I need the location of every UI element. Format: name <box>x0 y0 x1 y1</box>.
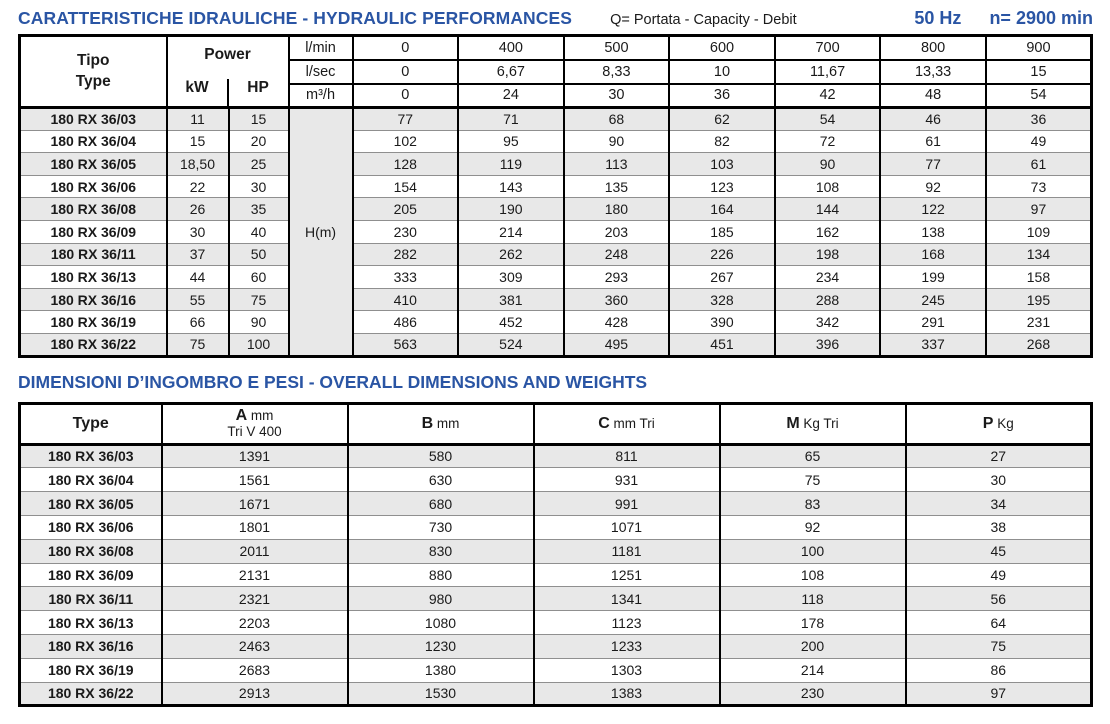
dimension-row <box>20 634 1092 658</box>
pump-type-cell: 180 RX 36/19 <box>20 311 167 334</box>
head-value-cell: 381 <box>458 288 564 311</box>
head-value-cell: 61 <box>986 153 1092 176</box>
flow-unit-lmin: l/min <box>289 36 353 60</box>
kw-value-cell: 75 <box>167 333 229 356</box>
rotation-speed-value: n= 2900 min <box>989 8 1093 28</box>
hydraulic-title-row <box>18 8 1093 29</box>
flow-value-cell: 13,33 <box>880 60 986 84</box>
dimension-value-cell: 38 <box>906 515 1092 539</box>
dimension-column-header: M Kg Tri <box>720 403 906 444</box>
dimension-value-cell: 980 <box>348 587 534 611</box>
flow-row-lmin <box>20 36 1092 60</box>
flow-value-cell: 500 <box>564 36 670 60</box>
dimension-value-cell: 730 <box>348 515 534 539</box>
pump-type-cell: 180 RX 36/04 <box>20 130 167 153</box>
head-value-cell: 138 <box>880 220 986 243</box>
dimension-value-cell: 92 <box>720 515 906 539</box>
head-value-cell: 524 <box>458 333 564 356</box>
kw-value-cell: 66 <box>167 311 229 334</box>
dimension-row <box>20 611 1092 635</box>
flow-value-cell: 400 <box>458 36 564 60</box>
head-value-cell: 563 <box>353 333 459 356</box>
power-header-label: Power <box>204 46 251 63</box>
dimension-value-cell: 1380 <box>348 658 534 682</box>
hydraulic-section-title: CARATTERISTICHE IDRAULICHE - HYDRAULIC PERFORMANCES <box>18 8 573 28</box>
hp-value-cell: 100 <box>229 333 289 356</box>
flow-value-cell: 48 <box>880 84 986 108</box>
head-value-cell: 144 <box>775 198 881 221</box>
hydraulic-table-head <box>20 36 1092 108</box>
head-value-cell: 61 <box>880 130 986 153</box>
head-value-cell: 428 <box>564 311 670 334</box>
pump-type-cell: 180 RX 36/04 <box>20 468 162 492</box>
pump-row <box>20 288 1092 311</box>
hp-value-cell: 35 <box>229 198 289 221</box>
pump-type-cell: 180 RX 36/11 <box>20 587 162 611</box>
head-value-cell: 180 <box>564 198 670 221</box>
hp-value-cell: 40 <box>229 220 289 243</box>
dimension-value-cell: 86 <box>906 658 1092 682</box>
head-value-cell: 262 <box>458 243 564 266</box>
head-value-cell: 234 <box>775 266 881 289</box>
head-value-cell: 92 <box>880 175 986 198</box>
hp-unit-header: HP <box>227 79 288 106</box>
dimension-value-cell: 65 <box>720 444 906 468</box>
dimension-row <box>20 468 1092 492</box>
dimension-value-cell: 2203 <box>162 611 348 635</box>
dimension-value-cell: 1181 <box>534 539 720 563</box>
hp-value-cell: 60 <box>229 266 289 289</box>
type-header-english: Type <box>75 72 111 90</box>
pump-type-cell: 180 RX 36/08 <box>20 539 162 563</box>
head-value-cell: 203 <box>564 220 670 243</box>
head-value-cell: 90 <box>775 153 881 176</box>
kw-unit-header: kW <box>185 79 209 96</box>
dimension-value-cell: 200 <box>720 634 906 658</box>
power-column-header <box>167 36 289 108</box>
pump-type-cell: 180 RX 36/06 <box>20 515 162 539</box>
pump-type-cell: 180 RX 36/03 <box>20 108 167 131</box>
dimension-column-header: P Kg <box>906 403 1092 444</box>
head-value-cell: 103 <box>669 153 775 176</box>
flow-value-cell: 30 <box>564 84 670 108</box>
hp-value-cell: 90 <box>229 311 289 334</box>
dimension-column-header: B mm <box>348 403 534 444</box>
head-value-cell: 360 <box>564 288 670 311</box>
head-value-cell: 248 <box>564 243 670 266</box>
dimension-row <box>20 682 1092 706</box>
dimension-value-cell: 1303 <box>534 658 720 682</box>
head-value-cell: 214 <box>458 220 564 243</box>
dimension-value-cell: 2913 <box>162 682 348 706</box>
dimension-value-cell: 811 <box>534 444 720 468</box>
head-value-cell: 410 <box>353 288 459 311</box>
dimension-value-cell: 1530 <box>348 682 534 706</box>
pump-row <box>20 333 1092 356</box>
dimension-value-cell: 64 <box>906 611 1092 635</box>
pump-type-cell: 180 RX 36/09 <box>20 220 167 243</box>
head-value-cell: 185 <box>669 220 775 243</box>
kw-value-cell: 11 <box>167 108 229 131</box>
head-value-cell: 134 <box>986 243 1092 266</box>
kw-value-cell: 18,50 <box>167 153 229 176</box>
kw-value-cell: 15 <box>167 130 229 153</box>
head-value-cell: 333 <box>353 266 459 289</box>
dimension-value-cell: 108 <box>720 563 906 587</box>
head-value-cell: 82 <box>669 130 775 153</box>
head-value-cell: 495 <box>564 333 670 356</box>
head-value-cell: 36 <box>986 108 1092 131</box>
dimension-value-cell: 1071 <box>534 515 720 539</box>
head-value-cell: 268 <box>986 333 1092 356</box>
pump-type-cell: 180 RX 36/22 <box>20 682 162 706</box>
head-value-cell: 102 <box>353 130 459 153</box>
flow-value-cell: 11,67 <box>775 60 881 84</box>
head-value-cell: 90 <box>564 130 670 153</box>
hp-value-cell: 15 <box>229 108 289 131</box>
pump-type-cell: 180 RX 36/16 <box>20 288 167 311</box>
dimension-value-cell: 630 <box>348 468 534 492</box>
head-value-cell: 154 <box>353 175 459 198</box>
pump-row <box>20 266 1092 289</box>
flow-value-cell: 42 <box>775 84 881 108</box>
head-value-cell: 113 <box>564 153 670 176</box>
flow-value-cell: 0 <box>353 60 459 84</box>
dimension-value-cell: 830 <box>348 539 534 563</box>
pump-type-cell: 180 RX 36/22 <box>20 333 167 356</box>
dimension-column-header: Type <box>20 403 162 444</box>
head-value-cell: 231 <box>986 311 1092 334</box>
head-value-cell: 109 <box>986 220 1092 243</box>
dimension-value-cell: 45 <box>906 539 1092 563</box>
hydraulic-table-body <box>20 108 1092 357</box>
dimension-value-cell: 931 <box>534 468 720 492</box>
kw-value-cell: 26 <box>167 198 229 221</box>
flow-value-cell: 54 <box>986 84 1092 108</box>
dimension-value-cell: 1123 <box>534 611 720 635</box>
flow-value-cell: 24 <box>458 84 564 108</box>
dimension-value-cell: 1561 <box>162 468 348 492</box>
pump-type-cell: 180 RX 36/08 <box>20 198 167 221</box>
pump-type-cell: 180 RX 36/13 <box>20 611 162 635</box>
dimension-value-cell: 214 <box>720 658 906 682</box>
head-value-cell: 328 <box>669 288 775 311</box>
head-value-cell: 226 <box>669 243 775 266</box>
pump-type-cell: 180 RX 36/09 <box>20 563 162 587</box>
dimension-value-cell: 2463 <box>162 634 348 658</box>
pump-type-cell: 180 RX 36/05 <box>20 492 162 516</box>
head-value-cell: 97 <box>986 198 1092 221</box>
dimension-row <box>20 444 1092 468</box>
dimension-row <box>20 658 1092 682</box>
dimensions-weights-table <box>18 402 1093 708</box>
head-value-cell: 123 <box>669 175 775 198</box>
frequency-value: 50 Hz <box>914 8 962 28</box>
pump-row <box>20 175 1092 198</box>
kw-value-cell: 37 <box>167 243 229 266</box>
dimension-value-cell: 991 <box>534 492 720 516</box>
kw-value-cell: 44 <box>167 266 229 289</box>
head-value-cell: 245 <box>880 288 986 311</box>
dimension-column-header: A mm Tri V 400 <box>162 403 348 444</box>
power-units-row <box>168 79 288 106</box>
head-value-cell: 71 <box>458 108 564 131</box>
dimension-value-cell: 2683 <box>162 658 348 682</box>
type-column-header <box>20 36 167 108</box>
head-value-cell: 128 <box>353 153 459 176</box>
head-value-cell: 291 <box>880 311 986 334</box>
pump-row <box>20 198 1092 221</box>
dimension-row <box>20 492 1092 516</box>
head-value-cell: 62 <box>669 108 775 131</box>
dimension-value-cell: 880 <box>348 563 534 587</box>
head-value-cell: 198 <box>775 243 881 266</box>
pump-type-cell: 180 RX 36/13 <box>20 266 167 289</box>
dimension-value-cell: 1391 <box>162 444 348 468</box>
dimension-value-cell: 1383 <box>534 682 720 706</box>
head-value-cell: 77 <box>353 108 459 131</box>
pump-row <box>20 153 1092 176</box>
kw-value-cell: 30 <box>167 220 229 243</box>
pump-row <box>20 130 1092 153</box>
flow-value-cell: 15 <box>986 60 1092 84</box>
dimension-value-cell: 118 <box>720 587 906 611</box>
head-value-cell: 451 <box>669 333 775 356</box>
flow-unit-m3h: m³/h <box>289 84 353 108</box>
head-value-cell: 77 <box>880 153 986 176</box>
dimension-value-cell: 1341 <box>534 587 720 611</box>
dimension-value-cell: 1233 <box>534 634 720 658</box>
dimension-value-cell: 230 <box>720 682 906 706</box>
flow-value-cell: 0 <box>353 36 459 60</box>
head-value-cell: 486 <box>353 311 459 334</box>
pump-row <box>20 220 1092 243</box>
dimension-row <box>20 587 1092 611</box>
dimension-value-cell: 75 <box>720 468 906 492</box>
frequency-speed-group <box>914 8 1093 29</box>
dimensions-header-row <box>20 403 1092 444</box>
hp-value-cell: 75 <box>229 288 289 311</box>
dimension-row <box>20 563 1092 587</box>
head-value-cell: 135 <box>564 175 670 198</box>
flow-value-cell: 8,33 <box>564 60 670 84</box>
head-value-cell: 158 <box>986 266 1092 289</box>
flow-value-cell: 800 <box>880 36 986 60</box>
pump-row <box>20 108 1092 131</box>
head-value-cell: 396 <box>775 333 881 356</box>
hp-value-cell: 50 <box>229 243 289 266</box>
flow-value-cell: 0 <box>353 84 459 108</box>
capacity-legend: Q= Portata - Capacity - Debit <box>610 12 797 28</box>
hp-value-cell: 25 <box>229 153 289 176</box>
kw-value-cell: 55 <box>167 288 229 311</box>
head-value-cell: 108 <box>775 175 881 198</box>
dimension-value-cell: 1251 <box>534 563 720 587</box>
dimension-value-cell: 580 <box>348 444 534 468</box>
dimension-value-cell: 56 <box>906 587 1092 611</box>
head-value-cell: 164 <box>669 198 775 221</box>
dimension-column-header: C mm Tri <box>534 403 720 444</box>
flow-value-cell: 900 <box>986 36 1092 60</box>
dimension-value-cell: 2131 <box>162 563 348 587</box>
hp-value-cell: 30 <box>229 175 289 198</box>
head-value-cell: 293 <box>564 266 670 289</box>
dimensions-section-title: DIMENSIONI D’INGOMBRO E PESI - OVERALL DIMENSIONS AND WEIGHTS <box>18 371 648 392</box>
dimensions-table-body <box>20 444 1092 706</box>
flow-value-cell: 6,67 <box>458 60 564 84</box>
dimension-value-cell: 75 <box>906 634 1092 658</box>
dimension-row <box>20 539 1092 563</box>
pump-type-cell: 180 RX 36/05 <box>20 153 167 176</box>
head-value-cell: 168 <box>880 243 986 266</box>
head-value-cell: 143 <box>458 175 564 198</box>
pump-type-cell: 180 RX 36/19 <box>20 658 162 682</box>
head-value-cell: 337 <box>880 333 986 356</box>
head-value-cell: 119 <box>458 153 564 176</box>
dimension-value-cell: 97 <box>906 682 1092 706</box>
head-value-cell: 205 <box>353 198 459 221</box>
pump-type-cell: 180 RX 36/16 <box>20 634 162 658</box>
flow-value-cell: 10 <box>669 60 775 84</box>
head-value-cell: 190 <box>458 198 564 221</box>
dimension-row <box>20 515 1092 539</box>
head-value-cell: 452 <box>458 311 564 334</box>
dimension-value-cell: 100 <box>720 539 906 563</box>
pump-type-cell: 180 RX 36/03 <box>20 444 162 468</box>
dimension-value-cell: 2321 <box>162 587 348 611</box>
head-value-cell: 390 <box>669 311 775 334</box>
head-value-cell: 199 <box>880 266 986 289</box>
head-value-cell: 195 <box>986 288 1092 311</box>
head-value-cell: 162 <box>775 220 881 243</box>
head-value-cell: 122 <box>880 198 986 221</box>
head-value-cell: 230 <box>353 220 459 243</box>
dimension-value-cell: 30 <box>906 468 1092 492</box>
pump-type-cell: 180 RX 36/11 <box>20 243 167 266</box>
kw-value-cell: 22 <box>167 175 229 198</box>
dimension-value-cell: 178 <box>720 611 906 635</box>
head-value-cell: 54 <box>775 108 881 131</box>
type-header-italian: Tipo <box>77 51 110 69</box>
head-value-cell: 288 <box>775 288 881 311</box>
hydraulic-performance-table <box>18 34 1093 358</box>
pump-type-cell: 180 RX 36/06 <box>20 175 167 198</box>
head-value-cell: 267 <box>669 266 775 289</box>
head-value-cell: 309 <box>458 266 564 289</box>
dimension-value-cell: 27 <box>906 444 1092 468</box>
flow-value-cell: 700 <box>775 36 881 60</box>
dimension-value-cell: 1671 <box>162 492 348 516</box>
head-value-cell: 73 <box>986 175 1092 198</box>
pump-row <box>20 243 1092 266</box>
head-value-cell: 46 <box>880 108 986 131</box>
head-value-cell: 95 <box>458 130 564 153</box>
pump-row <box>20 311 1092 334</box>
dimension-value-cell: 2011 <box>162 539 348 563</box>
dimension-value-cell: 1801 <box>162 515 348 539</box>
flow-value-cell: 600 <box>669 36 775 60</box>
hp-value-cell: 20 <box>229 130 289 153</box>
dimension-value-cell: 680 <box>348 492 534 516</box>
flow-unit-lsec: l/sec <box>289 60 353 84</box>
head-value-cell: 49 <box>986 130 1092 153</box>
dimension-value-cell: 49 <box>906 563 1092 587</box>
dimensions-table-head <box>20 403 1092 444</box>
head-value-cell: 342 <box>775 311 881 334</box>
dimension-value-cell: 34 <box>906 492 1092 516</box>
head-value-cell: 72 <box>775 130 881 153</box>
head-value-cell: 68 <box>564 108 670 131</box>
flow-value-cell: 36 <box>669 84 775 108</box>
head-value-cell: 282 <box>353 243 459 266</box>
dimension-value-cell: 1230 <box>348 634 534 658</box>
dimension-value-cell: 83 <box>720 492 906 516</box>
head-meters-label-cell: H(m) <box>289 108 353 357</box>
dimension-value-cell: 1080 <box>348 611 534 635</box>
